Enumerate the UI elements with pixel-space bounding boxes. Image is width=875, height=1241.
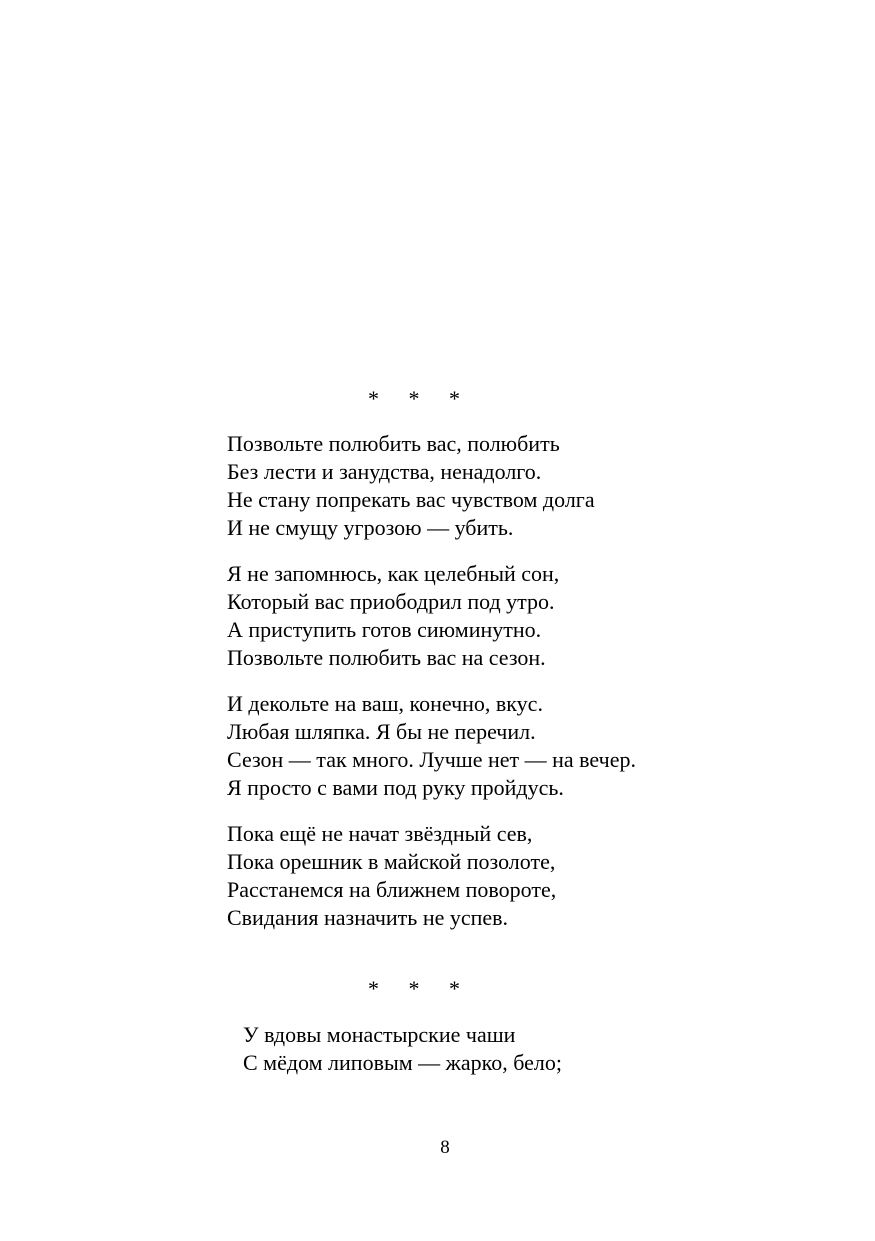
verse-line: Пока орешник в майской позолоте, [227, 849, 556, 874]
stanza [243, 1021, 562, 1077]
page-number: 8 [440, 1137, 450, 1158]
verse-line: Я не запомнюсь, как целебный сон, [227, 561, 560, 586]
verse-line: Позвольте полюбить вас, полюбить [227, 431, 560, 456]
verse-line: Позвольте полюбить вас на сезон. [227, 645, 546, 670]
verse-line: Сезон — так много. Лучше нет — на вечер. [227, 747, 636, 772]
verse-line: И декольте на ваш, конечно, вкус. [227, 691, 543, 716]
poem-body [243, 1021, 562, 1095]
verse-line: Я просто с вами под руку пройдусь. [227, 775, 564, 800]
stanza [227, 430, 636, 542]
poem-body [227, 430, 636, 950]
verse-line: Расстанемся на ближнем повороте, [227, 877, 557, 902]
verse-line: Не стану попрекать вас чувством долга [227, 487, 595, 512]
verse-line: Без лести и занудства, ненадолго. [227, 459, 542, 484]
verse-line: И не смущу угрозою — убить. [227, 515, 514, 540]
verse-line: Свидания назначить не успев. [227, 905, 509, 930]
stanza [227, 560, 636, 672]
stanza [227, 820, 636, 932]
verse-line: Пока ещё не начат звёздный сев, [227, 821, 533, 846]
verse-line: Любая шляпка. Я бы не перечил. [227, 719, 536, 744]
stanza [227, 690, 636, 802]
verse-line: У вдовы монастырские чаши [243, 1022, 516, 1047]
poem-separator: * * * [368, 976, 472, 1001]
verse-line: С мёдом липовым — жарко, бело; [243, 1050, 562, 1075]
poem-separator: * * * [368, 386, 472, 411]
verse-line: Который вас приободрил под утро. [227, 589, 555, 614]
verse-line: А приступить готов сиюминутно. [227, 617, 542, 642]
